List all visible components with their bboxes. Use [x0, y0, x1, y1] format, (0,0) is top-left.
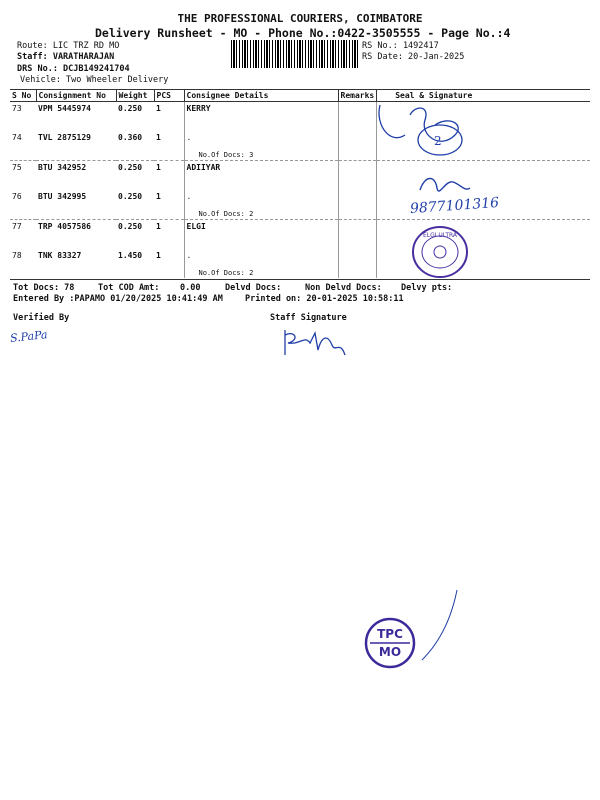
delivery-points: Delvy pts:	[401, 283, 453, 293]
table-bottom-rule	[10, 279, 590, 280]
cell-pcs: 1	[156, 251, 161, 260]
tpc-stamp-top: TPC	[377, 627, 403, 641]
vehicle: Vehicle: Two Wheeler Delivery	[20, 75, 169, 85]
rs-date: RS Date: 20-Jan-2025	[362, 52, 465, 62]
col-consignment: Consignment No	[36, 90, 116, 102]
cell-consignee: . No.Of Docs: 2	[184, 249, 338, 278]
total-cod-value: 0.00	[180, 283, 201, 293]
staff-signature-icon	[280, 325, 355, 365]
cell-sno: 75	[12, 163, 22, 172]
cell-consignment: TRP 4057586	[38, 222, 91, 231]
cell-seal	[377, 249, 590, 278]
docs-count: No.Of Docs: 2	[198, 269, 254, 277]
docs-count: No.Of Docs: 3	[198, 151, 254, 159]
cell-seal	[377, 220, 590, 250]
cell-consignment: TNK 83327	[38, 251, 82, 260]
cell-remarks	[338, 249, 377, 278]
table-row	[10, 161, 590, 191]
col-weight: Weight	[116, 90, 154, 102]
table-row	[10, 249, 590, 278]
cell-remarks	[338, 220, 377, 250]
cell-consignment: BTU 342995	[36, 190, 116, 220]
cell-weight: 0.250	[118, 222, 143, 231]
signature-2-icon	[415, 170, 475, 200]
phone-handwriting: 9877101316	[409, 194, 500, 218]
elgi-stamp-text: ELGI ULTRA	[422, 232, 458, 239]
cell-weight: 0.250	[116, 190, 154, 220]
cell-sno: 73	[12, 104, 22, 113]
cell-sno: 74	[10, 131, 36, 161]
verifier-handwriting: S.PaPa	[9, 328, 49, 345]
company-name: THE PROFESSIONAL COURIERS, COIMBATORE	[177, 12, 423, 25]
non-delivered-docs: Non Delvd Docs:	[305, 283, 382, 293]
runsheet-table	[10, 89, 590, 278]
sheet-title: Delivery Runsheet - MO - Phone No.:0422-3505555 - Page No.:4	[95, 26, 511, 40]
col-consignee: Consignee Details	[184, 90, 338, 102]
delivered-docs: Delvd Docs:	[225, 283, 282, 293]
cell-pcs: 1	[154, 131, 184, 161]
cell-consignee: KERRY	[184, 102, 338, 132]
cell-consignee: . No.Of Docs: 2	[184, 190, 338, 220]
printed-on: Printed on: 20-01-2025 10:58:11	[245, 294, 404, 304]
table-header-row	[10, 90, 590, 102]
cell-pcs: 1	[156, 104, 161, 113]
staff: Staff: VARATHARAJAN	[17, 52, 115, 62]
verified-by-label: Verified By	[13, 313, 70, 323]
signature-1-icon	[370, 95, 480, 165]
barcode	[231, 40, 359, 68]
rs-number: RS No.: 1492417	[362, 41, 439, 51]
cell-consignee: ADIIYAR	[184, 161, 338, 191]
svg-text:2: 2	[434, 134, 442, 148]
cell-consignee: . No.Of Docs: 3	[184, 131, 338, 161]
cell-pcs: 1	[154, 190, 184, 220]
table-row	[10, 131, 590, 161]
cell-weight: 0.250	[118, 163, 143, 172]
col-sno: S No	[10, 90, 36, 102]
elgi-stamp-icon	[410, 225, 470, 280]
staff-signature-label: Staff Signature	[270, 313, 347, 323]
cell-sno: 77	[12, 222, 22, 231]
route: Route: LIC TRZ RD MO	[17, 41, 120, 51]
cell-consignee: ELGI	[184, 220, 338, 250]
table-row	[10, 190, 590, 220]
cell-sno: 78	[12, 251, 22, 260]
cell-pcs: 1	[156, 163, 161, 172]
drs-number: DRS No.: DCJB149241704	[17, 64, 130, 74]
col-seal: Seal & Signature	[377, 90, 590, 102]
cell-weight: 1.450	[118, 251, 143, 260]
cell-weight: 0.360	[116, 131, 154, 161]
table-row	[10, 220, 590, 250]
tpc-stamp-icon	[362, 585, 472, 670]
table-row	[10, 102, 590, 132]
cell-consignment: BTU 342952	[38, 163, 87, 172]
tpc-stamp-bottom: MO	[378, 645, 402, 659]
cell-consignment: VPM 5445974	[38, 104, 91, 113]
total-cod-label: Tot COD Amt:	[98, 283, 160, 293]
cell-weight: 0.250	[118, 104, 143, 113]
cell-sno: 76	[10, 190, 36, 220]
entered-by: Entered By :PAPAMO 01/20/2025 10:41:49 AM	[13, 294, 223, 304]
cell-pcs: 1	[156, 222, 161, 231]
cell-consignment: TVL 2875129	[36, 131, 116, 161]
docs-count: No.Of Docs: 2	[198, 210, 254, 218]
total-docs: Tot Docs: 78	[13, 283, 75, 293]
col-pcs: PCS	[154, 90, 184, 102]
cell-remarks	[338, 190, 377, 220]
col-remarks: Remarks	[338, 90, 377, 102]
